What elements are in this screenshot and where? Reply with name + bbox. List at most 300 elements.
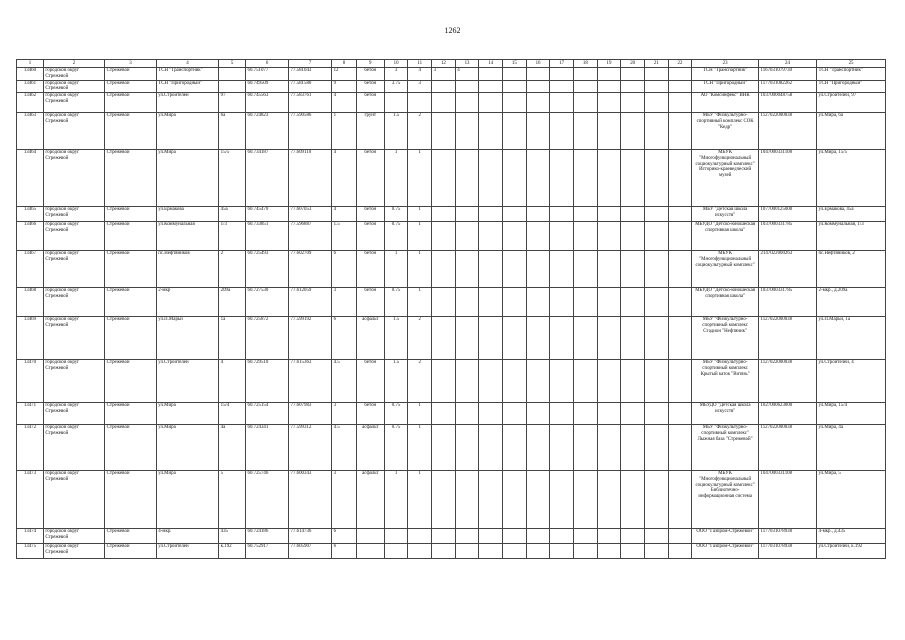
table-cell: МБУК "Многофункциональный социокультурный комплекс" Историко-краеведческий музей xyxy=(692,150,759,207)
table-cell: 3 xyxy=(384,68,408,81)
table-cell: 13472 xyxy=(17,425,44,471)
table-cell: 1177031078938 xyxy=(758,544,816,559)
table-cell xyxy=(479,403,503,425)
table-cell: 2 xyxy=(408,113,432,150)
table-cell: асфальт xyxy=(356,425,384,471)
table-cell: ул.Коммунальная xyxy=(156,222,218,251)
table-cell xyxy=(574,113,598,150)
header-cell: 5 xyxy=(219,60,246,68)
table-cell: 4 xyxy=(219,360,246,403)
table-cell: бетон xyxy=(356,207,384,222)
table-cell xyxy=(597,403,621,425)
table-cell: 60.725746 xyxy=(246,471,289,529)
table-cell: городской округ Стрежевой xyxy=(43,360,104,403)
table-cell: 13461 xyxy=(17,80,44,93)
table-cell xyxy=(644,113,668,150)
table-cell: 13464 xyxy=(17,150,44,207)
table-row xyxy=(17,288,886,317)
table-cell: бетон xyxy=(356,251,384,288)
table-cell: ТСН "Транспортник" xyxy=(817,68,886,81)
table-row xyxy=(17,68,886,81)
table-cell: 1 xyxy=(408,288,432,317)
table-cell: 1 xyxy=(332,113,357,150)
table-cell: Стрежевой xyxy=(105,360,157,403)
table-cell xyxy=(644,207,668,222)
table-cell: Стрежевой xyxy=(105,403,157,425)
table-cell xyxy=(503,222,527,251)
table-cell: ул.Мира, 5 xyxy=(817,471,886,529)
table-cell xyxy=(455,222,479,251)
table-cell xyxy=(668,150,692,207)
table-cell: 77.609110 xyxy=(289,150,332,207)
table-cell xyxy=(479,529,503,544)
table-cell xyxy=(597,150,621,207)
table-cell xyxy=(455,529,479,544)
table-cell: 15/4 xyxy=(219,403,246,425)
table-cell: ул.Мира, 4а xyxy=(817,425,886,471)
table-cell xyxy=(550,288,574,317)
table-cell xyxy=(219,68,246,81)
table-cell xyxy=(597,207,621,222)
table-cell: МБУДО "Детско-юношеская спортивная школа" xyxy=(692,288,759,317)
table-cell: бетон xyxy=(356,403,384,425)
table-row xyxy=(17,544,886,559)
table-cell: 77.612059 xyxy=(289,288,332,317)
table-cell xyxy=(526,360,550,403)
table-cell: городской округ Стрежевой xyxy=(43,425,104,471)
table-cell: 0.75 xyxy=(384,403,408,425)
table-cell: 13473 xyxy=(17,471,44,529)
header-cell: 20 xyxy=(621,60,645,68)
table-cell: 13463 xyxy=(17,113,44,150)
table-cell: 13468 xyxy=(17,288,44,317)
table-cell: ул.Мира xyxy=(156,150,218,207)
table-cell: 4а xyxy=(219,425,246,471)
table-cell xyxy=(621,425,645,471)
table-row xyxy=(17,93,886,113)
table-cell xyxy=(550,403,574,425)
table-cell xyxy=(574,93,598,113)
table-cell xyxy=(597,68,621,81)
table-cell: 60.734187 xyxy=(246,150,289,207)
table-cell: 77.596887 xyxy=(289,222,332,251)
table-cell xyxy=(550,251,574,288)
header-cell: 9 xyxy=(356,60,384,68)
table-cell: 2-мкр xyxy=(156,288,218,317)
table-cell xyxy=(574,288,598,317)
table-cell xyxy=(621,207,645,222)
table-cell: 13474 xyxy=(17,529,44,544)
table-cell: пс.Нефтяников xyxy=(156,251,218,288)
table-cell: ул.Строителей xyxy=(156,93,218,113)
table-cell xyxy=(479,68,503,81)
table-cell: 3 xyxy=(432,68,456,81)
table-cell xyxy=(526,222,550,251)
table-cell: городской округ Стрежевой xyxy=(43,544,104,559)
table-cell xyxy=(526,80,550,93)
table-cell xyxy=(503,80,527,93)
table-cell: ул.Строителей xyxy=(156,360,218,403)
header-cell: 11 xyxy=(408,60,432,68)
table-cell: 6а xyxy=(219,113,246,150)
table-cell: ул.Строителей, к.192 xyxy=(817,544,886,559)
header-cell: 19 xyxy=(597,60,621,68)
table-cell: городской округ Стрежевой xyxy=(43,150,104,207)
table-cell xyxy=(668,80,692,93)
table-cell xyxy=(574,403,598,425)
table-cell: 1/3 xyxy=(219,222,246,251)
table-cell xyxy=(574,360,598,403)
table-cell xyxy=(597,222,621,251)
table-cell: Стрежевой xyxy=(105,150,157,207)
table-cell xyxy=(503,425,527,471)
table-cell: МБУ "Физкультурно-спортивный комплекс Крытый каток "Витязь" xyxy=(692,360,759,403)
table-cell: 45а xyxy=(219,207,246,222)
table-cell: 77.615363 xyxy=(289,360,332,403)
header-cell: 4 xyxy=(156,60,218,68)
table-cell xyxy=(479,425,503,471)
table-cell: 13467 xyxy=(17,251,44,288)
table-cell: 77.599312 xyxy=(289,425,332,471)
table-cell: 77.602709 xyxy=(289,251,332,288)
table-cell: 1127022000038 xyxy=(758,425,816,471)
table-cell: 77.599192 xyxy=(289,317,332,360)
table-cell: МБУДО "Детская школа искусств" xyxy=(692,403,759,425)
table-cell: ул.Строителей, 97 xyxy=(817,93,886,113)
table-cell xyxy=(526,544,550,559)
table-cell: МБУ "Физкультурно-спортивный комплекс" Лыжная база "Стрежевой" xyxy=(692,425,759,471)
table-cell xyxy=(597,113,621,150)
header-cell: 18 xyxy=(574,60,598,68)
table-cell xyxy=(597,251,621,288)
table-cell: бетон xyxy=(356,80,384,93)
header-cell: 2 xyxy=(43,60,104,68)
table-cell: ул.Мира xyxy=(156,425,218,471)
table-cell: асфальт xyxy=(356,471,384,529)
header-cell: 23 xyxy=(692,60,759,68)
table-cell: 4.5 xyxy=(332,425,357,471)
table-cell xyxy=(668,207,692,222)
table-cell: 60.727530 xyxy=(246,288,289,317)
table-cell xyxy=(644,288,668,317)
table-cell xyxy=(479,251,503,288)
table-cell xyxy=(668,544,692,559)
table-cell xyxy=(526,288,550,317)
table-cell: городской округ Стрежевой xyxy=(43,251,104,288)
table-cell xyxy=(550,68,574,81)
table-cell xyxy=(644,80,668,93)
table-cell xyxy=(550,93,574,113)
table-cell xyxy=(455,471,479,529)
table-cell xyxy=(574,150,598,207)
table-cell xyxy=(668,317,692,360)
table-cell: Стрежевой xyxy=(105,207,157,222)
table-cell: 0.75 xyxy=(384,222,408,251)
table-cell xyxy=(668,529,692,544)
table-cell: городской округ Стрежевой xyxy=(43,113,104,150)
table-cell: 13469 xyxy=(17,317,44,360)
table-cell xyxy=(432,222,456,251)
table-cell: 77.607053 xyxy=(289,207,332,222)
table-row xyxy=(17,251,886,288)
table-cell: 2-мкр., д.209а xyxy=(817,288,886,317)
table-cell: 4 xyxy=(332,93,357,113)
table-cell: МБУДО "Детско-юношеская спортивная школа" xyxy=(692,222,759,251)
table-cell: 3 xyxy=(332,471,357,529)
header-cell: 12 xyxy=(432,60,456,68)
page-number: 1262 xyxy=(444,26,461,35)
table-cell: 6 xyxy=(332,251,357,288)
table-cell: бетон xyxy=(356,93,384,113)
table-cell: 1167031079730 xyxy=(758,68,816,81)
table-cell xyxy=(526,403,550,425)
table-cell: ул.П.Марьи, 1а xyxy=(817,317,886,360)
table-cell: 60.749509 xyxy=(246,80,289,93)
table-cell: 1 xyxy=(408,471,432,529)
table-cell xyxy=(503,150,527,207)
table-cell: 60.729510 xyxy=(246,360,289,403)
table-cell xyxy=(479,544,503,559)
table-cell: ТСН "Пригородный" xyxy=(692,80,759,93)
table-cell xyxy=(432,529,456,544)
table-cell xyxy=(668,425,692,471)
table-cell xyxy=(597,288,621,317)
table-cell xyxy=(621,529,645,544)
table-cell xyxy=(526,317,550,360)
header-cell: 16 xyxy=(526,60,550,68)
table-row xyxy=(17,113,886,150)
table-cell xyxy=(455,403,479,425)
table-cell: 1177031082262 xyxy=(758,80,816,93)
table-cell xyxy=(219,80,246,93)
table-cell: бетон xyxy=(356,288,384,317)
table-cell xyxy=(356,529,384,544)
table-cell: ул.Строителей xyxy=(156,544,218,559)
table-cell: 3 xyxy=(332,288,357,317)
table-cell xyxy=(384,529,408,544)
table-cell: 2 xyxy=(219,251,246,288)
table-cell: грунт xyxy=(356,113,384,150)
table-cell: 6 xyxy=(332,529,357,544)
table-cell xyxy=(503,403,527,425)
table-cell: 13465 xyxy=(17,207,44,222)
table-cell xyxy=(455,150,479,207)
table-cell: ТСН "Пригородный" xyxy=(817,80,886,93)
table-cell: Стрежевой xyxy=(105,93,157,113)
table-cell xyxy=(503,93,527,113)
table-cell xyxy=(668,251,692,288)
table-cell xyxy=(479,360,503,403)
table-cell: ул.П.Марьи xyxy=(156,317,218,360)
table-cell xyxy=(574,317,598,360)
table-row xyxy=(17,222,886,251)
table-row xyxy=(17,471,886,529)
table-cell: 435 xyxy=(219,529,246,544)
table-cell: Стрежевой xyxy=(105,529,157,544)
table-cell xyxy=(597,93,621,113)
table-cell: 1127022000038 xyxy=(758,317,816,360)
table-cell: ул.Мира xyxy=(156,403,218,425)
table-cell: к.192 xyxy=(219,544,246,559)
table-cell: ул.Мира xyxy=(156,471,218,529)
table-cell xyxy=(668,113,692,150)
table-cell xyxy=(432,113,456,150)
table-cell: 77.581043 xyxy=(289,68,332,81)
table-row xyxy=(17,317,886,360)
header-cell: 25 xyxy=(817,60,886,68)
table-cell xyxy=(479,80,503,93)
table-cell xyxy=(597,317,621,360)
table-cell xyxy=(597,360,621,403)
table-cell xyxy=(455,207,479,222)
table-cell: городской округ Стрежевой xyxy=(43,68,104,81)
table-cell: ООО "Газпром-Стрежевой" xyxy=(692,529,759,544)
table-cell: 0.75 xyxy=(384,425,408,471)
header-cell: 8 xyxy=(332,60,357,68)
table-cell: бетон xyxy=(356,360,384,403)
table-cell xyxy=(455,251,479,288)
header-cell: 15 xyxy=(503,60,527,68)
table-cell xyxy=(432,425,456,471)
table-cell: городской округ Стрежевой xyxy=(43,80,104,93)
table-cell: 1037000048758 xyxy=(758,93,816,113)
table-cell xyxy=(526,471,550,529)
table-cell xyxy=(621,222,645,251)
table-cell xyxy=(479,471,503,529)
table-cell: 60.733851 xyxy=(246,222,289,251)
table-cell: 1127022000038 xyxy=(758,360,816,403)
table-cell xyxy=(479,317,503,360)
table-cell: МБУК "Многофункциональный социокультурный комплекс" Библиотечно-информационная система xyxy=(692,471,759,529)
table-cell xyxy=(621,471,645,529)
table-row xyxy=(17,425,886,471)
table-cell: 1 xyxy=(408,251,432,288)
data-table xyxy=(16,59,886,559)
table-cell: Стрежевой xyxy=(105,425,157,471)
table-cell: 77.590586 xyxy=(289,113,332,150)
table-cell xyxy=(479,207,503,222)
header-cell: 14 xyxy=(479,60,503,68)
table-cell xyxy=(408,93,432,113)
header-cell: 21 xyxy=(644,60,668,68)
table-cell xyxy=(384,93,408,113)
table-cell xyxy=(503,251,527,288)
table-row xyxy=(17,207,886,222)
table-cell xyxy=(550,207,574,222)
table-cell: ул.Ермакова xyxy=(156,207,218,222)
table-cell xyxy=(526,425,550,471)
table-header-row xyxy=(17,60,886,68)
table-cell xyxy=(668,93,692,113)
table-cell: 4-мкр., д.435 xyxy=(817,529,886,544)
table-row xyxy=(17,150,886,207)
table-cell xyxy=(432,544,456,559)
table-cell xyxy=(621,544,645,559)
table-cell: 3 xyxy=(408,80,432,93)
table-cell xyxy=(621,403,645,425)
table-cell: 60.745563 xyxy=(246,93,289,113)
table-cell xyxy=(526,251,550,288)
table-cell xyxy=(550,317,574,360)
table-cell: МБУ "Детская школа искусств" xyxy=(692,207,759,222)
table-cell: 60.724186 xyxy=(246,529,289,544)
table-cell xyxy=(503,68,527,81)
table-cell: 1 xyxy=(408,222,432,251)
table-cell xyxy=(574,222,598,251)
table-cell xyxy=(432,317,456,360)
table-cell: ул.Мира, 15/5 xyxy=(817,150,886,207)
table-cell xyxy=(550,150,574,207)
table-cell xyxy=(384,544,408,559)
table-cell: Стрежевой xyxy=(105,222,157,251)
table-cell: пс.Нефтяников, 2 xyxy=(817,251,886,288)
table-cell xyxy=(455,80,479,93)
table-cell xyxy=(574,68,598,81)
table-cell: городской округ Стрежевой xyxy=(43,529,104,544)
table-cell: Стрежевой xyxy=(105,68,157,81)
table-cell xyxy=(621,150,645,207)
table-cell xyxy=(597,544,621,559)
table-cell xyxy=(526,207,550,222)
table-cell: асфальт xyxy=(356,317,384,360)
table-cell: ООО "Газпром-Стрежевой" xyxy=(692,544,759,559)
table-cell: 77.581580 xyxy=(289,80,332,93)
header-cell: 3 xyxy=(105,60,157,68)
table-cell xyxy=(644,360,668,403)
table-cell: 1047000331108 xyxy=(758,150,816,207)
table-cell: 77.583761 xyxy=(289,93,332,113)
table-cell xyxy=(479,288,503,317)
table-cell xyxy=(356,544,384,559)
table-cell: ТСН "Транспортник" xyxy=(692,68,759,81)
table-cell: 60.725154 xyxy=(246,403,289,425)
table-cell: 1 xyxy=(408,207,432,222)
table-cell xyxy=(574,425,598,471)
header-cell: 13 xyxy=(455,60,479,68)
table-cell: ул.Мира xyxy=(156,113,218,150)
table-cell xyxy=(668,222,692,251)
table-cell: 1037000331785 xyxy=(758,222,816,251)
table-cell: 13460 xyxy=(17,68,44,81)
table-cell xyxy=(574,471,598,529)
table-cell xyxy=(597,471,621,529)
table-cell xyxy=(503,471,527,529)
table-cell xyxy=(550,529,574,544)
table-cell xyxy=(668,403,692,425)
table-row xyxy=(17,360,886,403)
table-cell xyxy=(644,471,668,529)
table-cell: МБУ "Физкультурно-спортивный комплекс Стадион "Нефтяник" xyxy=(692,317,759,360)
table-row xyxy=(17,529,886,544)
table-cell: 1177031078938 xyxy=(758,529,816,544)
table-cell xyxy=(574,529,598,544)
table-cell xyxy=(455,360,479,403)
table-cell xyxy=(526,150,550,207)
table-cell xyxy=(408,529,432,544)
table-cell xyxy=(668,288,692,317)
table-cell xyxy=(503,544,527,559)
table-cell xyxy=(621,93,645,113)
table-cell xyxy=(621,360,645,403)
table-cell xyxy=(644,222,668,251)
table-cell: 4 xyxy=(332,207,357,222)
table-cell xyxy=(526,529,550,544)
header-cell: 1 xyxy=(17,60,44,68)
table-cell xyxy=(597,80,621,93)
header-cell: 22 xyxy=(668,60,692,68)
table-cell xyxy=(479,113,503,150)
table-cell xyxy=(432,207,456,222)
